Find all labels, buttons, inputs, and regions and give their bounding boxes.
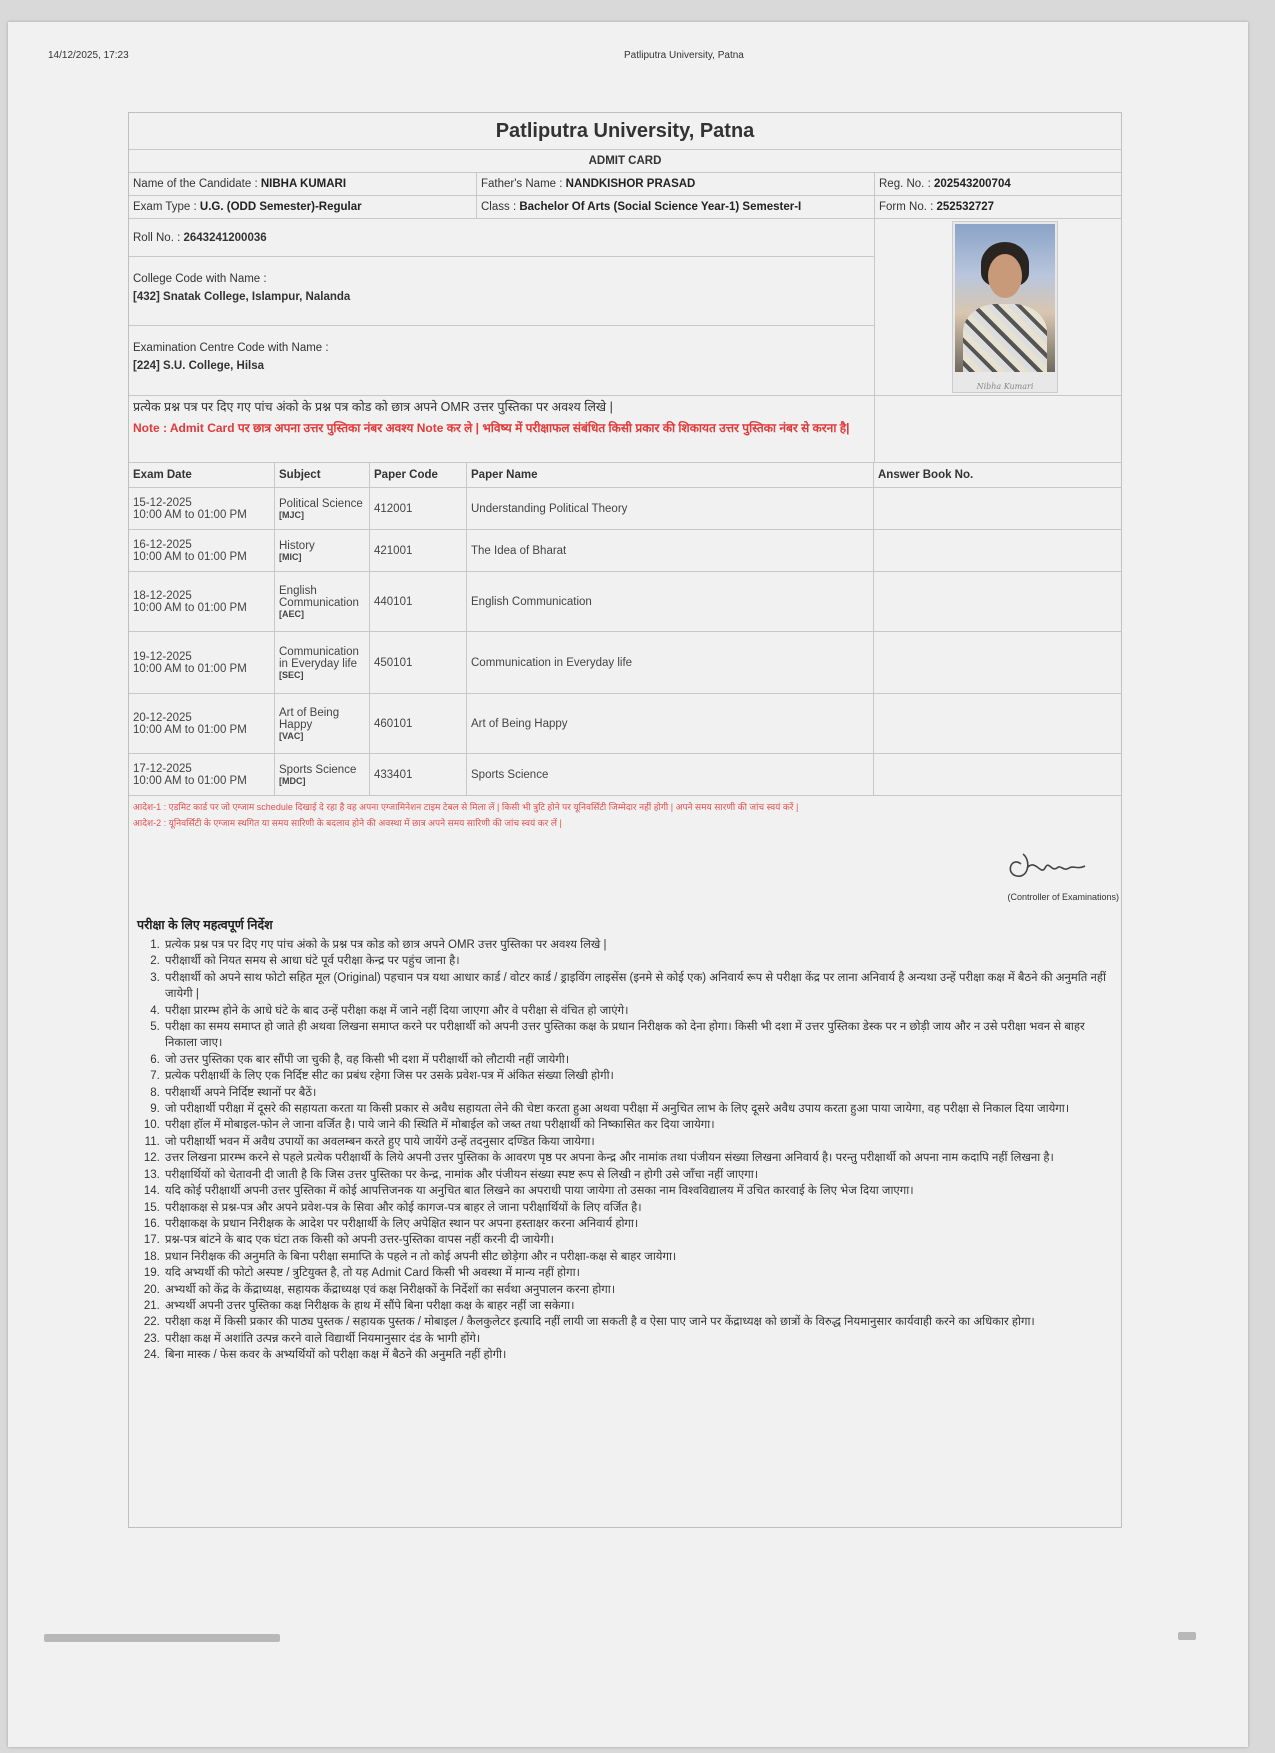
schedule-notes	[129, 796, 1121, 834]
candidate-details-left	[129, 219, 874, 395]
centre-name: [224] S.U. College, Hilsa	[133, 360, 265, 372]
subject-tag: [AEC]	[279, 608, 304, 619]
roll-no: 2643241200036	[183, 231, 267, 244]
paper-name: The Idea of Bharat	[467, 530, 874, 572]
guideline-item: 6. जो उत्तर पुस्तिका एक बार सौंपी जा चुकी है, वह किसी भी दशा में परीक्षार्थी को लौटायी नहीं जायेगी।	[163, 1052, 1113, 1068]
instruction-block	[129, 396, 1121, 463]
subject-name: Sports Science	[279, 763, 357, 776]
exam-date-cell	[129, 530, 275, 572]
subject-cell	[275, 488, 370, 530]
exam-table-header	[129, 463, 1121, 488]
class-value: Bachelor Of Arts (Social Science Year-1) Semester-I	[519, 201, 802, 213]
candidate-name-cell	[129, 173, 476, 195]
class-label: Class :	[481, 201, 517, 213]
controller-signature	[1001, 846, 1091, 893]
print-datetime: 14/12/2025, 17:23	[48, 50, 129, 61]
print-page-number	[1178, 1632, 1196, 1640]
header-paper-code: Paper Code	[370, 463, 467, 488]
guideline-item: 4. परीक्षा प्रारम्भ होने के आधे घंटे के बाद उन्हें परीक्षा कक्ष में जाने नहीं दिया जाएगा और वे परीक्षा से वंचित हो जाएंगे।	[163, 1003, 1113, 1019]
paper-code: 412001	[370, 488, 467, 530]
subject-cell	[275, 632, 370, 694]
instruction-left	[129, 396, 874, 462]
guideline-item: 23. परीक्षा कक्ष में अशांति उत्पन्न करने वाले विद्यार्थी नियमानुसार दंड के भागी होंगे।	[163, 1331, 1113, 1347]
header-answer-book: Answer Book No.	[874, 463, 1122, 488]
exam-date: 17-12-2025	[133, 762, 192, 775]
note-2: आदेश-2 : यूनिवर्सिटी के एग्जाम स्थगित या समय सारिणी के बदलाव होने की अवस्था में छात्र अपने समय सारिणी की जांच स्वयं कर लें |	[133, 818, 562, 828]
father-name-label: Father's Name :	[481, 178, 563, 190]
admit-card-heading: ADMIT CARD	[129, 150, 1121, 173]
guideline-item: 9. जो परीक्षार्थी परीक्षा में दूसरे की सहायता करता या किसी प्रकार से अवैध सहायता लेने की चेष्टा करता हुआ अथवा परीक्षा में अनुचित लाभ के लिए दूसरे अवैध उपाय करता हुआ पाया जायेगा, वह परीक्षा से निकाल दिया जायेगा।	[163, 1101, 1113, 1117]
exam-date-cell	[129, 632, 275, 694]
guideline-item: 20. अभ्यर्थी को केंद्र के केंद्राध्यक्ष, सहायक केंद्राध्यक्ष एवं कक्ष निरीक्षकों के निर्देशों का सर्वथा अनुपालन करना होगा।	[163, 1282, 1113, 1298]
guideline-item: 21. अभ्यर्थी अपनी उत्तर पुस्तिका कक्ष निरीक्षक के हाथ में सौंपे बिना परीक्षा कक्ष के बाहर नहीं जा सकेगा।	[163, 1298, 1113, 1314]
instruction-right	[874, 396, 1121, 462]
answer-book-note: Note : Admit Card पर छात्र अपना उत्तर पुस्तिका नंबर अवश्य Note कर ले | भविष्य में परीक्षाफल संबंधित किसी प्रकार की शिकायत उत्तर पुस्तिका नंबर से करना है|	[133, 421, 850, 435]
exam-time: 10:00 AM to 01:00 PM	[133, 723, 247, 736]
reg-no: 202543200704	[933, 178, 1011, 190]
paper-name: English Communication	[467, 572, 874, 632]
table-row	[129, 530, 1121, 572]
guideline-item: 15. परीक्षाकक्ष से प्रश्न-पत्र और अपने प्रवेश-पत्र के सिवा और कोई कागज-पत्र बाहर ले जाना परीक्षार्थियों के लिए वर्जित है।	[163, 1200, 1113, 1216]
answer-book-no	[874, 694, 1122, 754]
guideline-item: 2. परीक्षार्थी को नियत समय से आधा घंटे पूर्व परीक्षा केन्द्र पर पहुंच जाना है।	[163, 953, 1113, 969]
guideline-item: 16. परीक्षाकक्ष के प्रधान निरीक्षक के आदेश पर परीक्षार्थी के लिए अपेक्षित स्थान पर अपना हस्ताक्षर करना अनिवार्य होगा।	[163, 1216, 1113, 1232]
college-name: [432] Snatak College, Islampur, Nalanda	[133, 291, 351, 303]
paper-name: Communication in Everyday life	[467, 632, 874, 694]
photo-signature: Nibha Kumari	[976, 382, 1034, 391]
guideline-item: 10. परीक्षा हॉल में मोबाइल-फोन ले जाना वर्जित है। पाये जाने की स्थिति में मोबाईल को जब्त तथा परीक्षार्थी को निष्कासित कर दिया जायेगा।	[163, 1117, 1113, 1133]
form-no-label: Form No. :	[879, 201, 934, 213]
answer-book-no	[874, 488, 1122, 530]
guideline-item: 1. प्रत्येक प्रश्न पत्र पर दिए गए पांच अंको के प्रश्न पत्र कोड को छात्र अपने OMR उत्तर पुस्तिका पर अवश्य लिखे |	[163, 937, 1113, 953]
paper-name: Sports Science	[467, 754, 874, 796]
answer-book-no	[874, 572, 1122, 632]
exam-time: 10:00 AM to 01:00 PM	[133, 662, 247, 675]
subject-name: English Communication	[279, 584, 359, 609]
table-row	[129, 754, 1121, 796]
table-row	[129, 572, 1121, 632]
exam-date-cell	[129, 694, 275, 754]
guideline-item: 3. परीक्षार्थी को अपने साथ फोटो सहित मूल (Original) पहचान पत्र यथा आधार कार्ड / वोटर कार्ड / ड्राइविंग लाइसेंस (इनमे से कोई एक) अनिवार्य रूप से परीक्षा केंद्र पर लाना अनिवार्य है अन्यथा उन्हें परीक्षा कक्ष में बैठने की अनुमति नहीं जायेगी |	[163, 970, 1113, 1003]
paper-code: 421001	[370, 530, 467, 572]
paper-code: 433401	[370, 754, 467, 796]
table-row	[129, 632, 1121, 694]
guideline-item: 11. जो परीक्षार्थी भवन में अवैध उपायों का अवलम्बन करते हुए पाये जायेंगे उन्हें तदनुसार दण्डित किया जायेगा।	[163, 1134, 1113, 1150]
guideline-item: 17. प्रश्न-पत्र बांटने के बाद एक घंटा तक किसी को अपनी उत्तर-पुस्तिका वापस नहीं करनी दी जायेगी।	[163, 1232, 1113, 1248]
photo-cell	[874, 219, 1121, 395]
roll-no-line	[129, 219, 874, 257]
centre-label: Examination Centre Code with Name :	[133, 342, 329, 354]
college-line	[129, 257, 874, 326]
exam-time: 10:00 AM to 01:00 PM	[133, 508, 247, 521]
guideline-item: 24. बिना मास्क / फेस कवर के अभ्यर्थियों को परीक्षा कक्ष में बैठने की अनुमति नहीं होगी।	[163, 1347, 1113, 1363]
subject-name: Communication in Everyday life	[279, 645, 359, 670]
table-row	[129, 694, 1121, 754]
exam-date: 18-12-2025	[133, 589, 192, 602]
form-no: 252532727	[936, 201, 995, 213]
exam-date: 20-12-2025	[133, 711, 192, 724]
guideline-item: 18. प्रधान निरीक्षक की अनुमति के बिना परीक्षा समाप्ति के पहले न तो कोई अपनी सीट छोड़ेगा और न परीक्षा-कक्ष से बाहर जायेगा।	[163, 1249, 1113, 1265]
guideline-item: 14. यदि कोई परीक्षार्थी अपनी उत्तर पुस्तिका में कोई आपत्तिजनक या अनुचित बात लिखने का अपराधी पाया जायेगा तो उसका नाम विश्वविद्यालय में उचित कारवाई के लिए भेज दिया जाएगा।	[163, 1183, 1113, 1199]
subject-tag: [MIC]	[279, 551, 302, 562]
subject-name: History	[279, 539, 315, 552]
exam-time: 10:00 AM to 01:00 PM	[133, 774, 247, 787]
father-name-cell	[476, 173, 874, 195]
exam-schedule-table	[129, 463, 1121, 796]
answer-book-no	[874, 632, 1122, 694]
answer-book-no	[874, 530, 1122, 572]
subject-cell	[275, 754, 370, 796]
omr-instruction: प्रत्येक प्रश्न पत्र पर दिए गए पांच अंको के प्रश्न पत्र कोड को छात्र अपने OMR उत्तर पुस्तिका पर अवश्य लिखे |	[133, 400, 613, 414]
exam-date: 19-12-2025	[133, 650, 192, 663]
guideline-item: 13. परीक्षार्थियों को चेतावनी दी जाती है कि जिस उत्तर पुस्तिका पर केन्द्र, नामांक और पंजीयन संख्या स्पष्ट रूप से लिखी न होगी उसे जाँचा नहीं जाएगा।	[163, 1167, 1113, 1183]
photo-body	[963, 304, 1047, 372]
guidelines-title: परीक्षा के लिए महत्वपूर्ण निर्देश	[137, 918, 273, 932]
table-row	[129, 488, 1121, 530]
college-label: College Code with Name :	[133, 273, 267, 285]
signature-scribble-icon	[1001, 846, 1091, 886]
paper-code: 460101	[370, 694, 467, 754]
guideline-item: 22. परीक्षा कक्ष में किसी प्रकार की पाठ्य पुस्तक / सहायक पुस्तक / मोबाइल / कैलकुलेटर इत्यादि नहीं लायी जा सकती है व ऐसा पाए जाने पर केंद्राध्यक्ष को छात्रों के विरुद्ध नियमानुसार कार्यवाही करने का अधिकार होगा।	[163, 1314, 1113, 1330]
candidate-row-2	[129, 196, 1121, 219]
subject-tag: [MJC]	[279, 509, 304, 520]
guideline-item: 12. उत्तर लिखना प्रारम्भ करने से पहले प्रत्येक परीक्षार्थी के लिये अपनी उत्तर पुस्तिका के आवरण पृष्ठ पर अपना केन्द्र और नामांक तथा पंजीयन संख्या लिखना अनिवार्य है। परन्तु परीक्षार्थी को अपना नाम कदापि नहीं लिखना है।	[163, 1150, 1113, 1166]
candidate-name-label: Name of the Candidate :	[133, 178, 258, 190]
print-page-title: Patliputra University, Patna	[624, 50, 744, 61]
exam-time: 10:00 AM to 01:00 PM	[133, 550, 247, 563]
exam-date: 15-12-2025	[133, 496, 192, 509]
subject-cell	[275, 572, 370, 632]
paper-code: 440101	[370, 572, 467, 632]
reg-no-cell	[874, 173, 1121, 195]
subject-name: Art of Being Happy	[279, 706, 340, 731]
candidate-photo	[952, 221, 1058, 393]
exam-guidelines	[129, 916, 1121, 1364]
paper-name: Art of Being Happy	[467, 694, 874, 754]
header-subject: Subject	[275, 463, 370, 488]
candidate-details-block	[129, 219, 1121, 396]
subject-tag: [MDC]	[279, 775, 306, 786]
photo-face	[988, 254, 1022, 298]
university-title: Patliputra University, Patna	[129, 113, 1121, 150]
guideline-item: 8. परीक्षार्थी अपने निर्दिष्ट स्थानों पर बैठें।	[163, 1085, 1113, 1101]
exam-date-cell	[129, 572, 275, 632]
class-cell	[476, 196, 874, 218]
controller-sign-area	[129, 834, 1121, 916]
controller-title: (Controller of Examinations)	[1007, 892, 1119, 902]
subject-tag: [SEC]	[279, 669, 304, 680]
header-paper-name: Paper Name	[467, 463, 874, 488]
admit-card	[128, 112, 1122, 1528]
note-1: आदेश-1 : एडमिट कार्ड पर जो एग्जाम schedule दिखाई दे रहा है वह अपना एग्जामिनेशन टाइम टेबल से मिला लें | किसी भी त्रुटि होने पर यूनिवर्सिटी जिम्मेदार नहीं होगी | अपने समय सारणी की जांच स्वयं करें |	[133, 802, 799, 812]
exam-type-cell	[129, 196, 476, 218]
subject-cell	[275, 694, 370, 754]
answer-book-no	[874, 754, 1122, 796]
guideline-item: 5. परीक्षा का समय समाप्त हो जाते ही अथवा लिखना समाप्त करने पर परीक्षार्थी को अपनी उत्तर पुस्तिका कक्ष के प्रधान निरीक्षक को देना होगा। किसी भी दशा में उत्तर पुस्तिका डेस्क पर न छोड़ी जाय और न उसे परीक्षा भवन से बाहर निकाला जाए।	[163, 1019, 1113, 1052]
subject-tag: [VAC]	[279, 730, 304, 741]
exam-date: 16-12-2025	[133, 538, 192, 551]
photo-image	[955, 224, 1055, 372]
paper-name: Understanding Political Theory	[467, 488, 874, 530]
roll-no-label: Roll No. :	[133, 231, 181, 244]
exam-date-cell	[129, 754, 275, 796]
subject-name: Political Science	[279, 497, 363, 510]
centre-line	[129, 326, 874, 395]
subject-cell	[275, 530, 370, 572]
father-name: NANDKISHOR PRASAD	[565, 178, 696, 190]
form-no-cell	[874, 196, 1121, 218]
guideline-item: 7. प्रत्येक परीक्षार्थी के लिए एक निर्दिष्ट सीट का प्रबंध रहेगा जिस पर उसके प्रवेश-पत्र में अंकित संख्या लिखी होगी।	[163, 1068, 1113, 1084]
guideline-item: 19. यदि अभ्यर्थी की फोटो अस्पष्ट / त्रुटियुक्त है, तो यह Admit Card किसी भी अवस्था में मान्य नहीं होगा।	[163, 1265, 1113, 1281]
header-exam-date: Exam Date	[129, 463, 275, 488]
guidelines-list	[137, 937, 1113, 1364]
exam-time: 10:00 AM to 01:00 PM	[133, 601, 247, 614]
exam-type: U.G. (ODD Semester)-Regular	[199, 201, 362, 213]
exam-type-label: Exam Type :	[133, 201, 197, 213]
reg-no-label: Reg. No. :	[879, 178, 931, 190]
print-footer-url	[44, 1634, 280, 1642]
candidate-row-1	[129, 173, 1121, 196]
candidate-name: NIBHA KUMARI	[260, 178, 347, 190]
exam-date-cell	[129, 488, 275, 530]
paper-code: 450101	[370, 632, 467, 694]
